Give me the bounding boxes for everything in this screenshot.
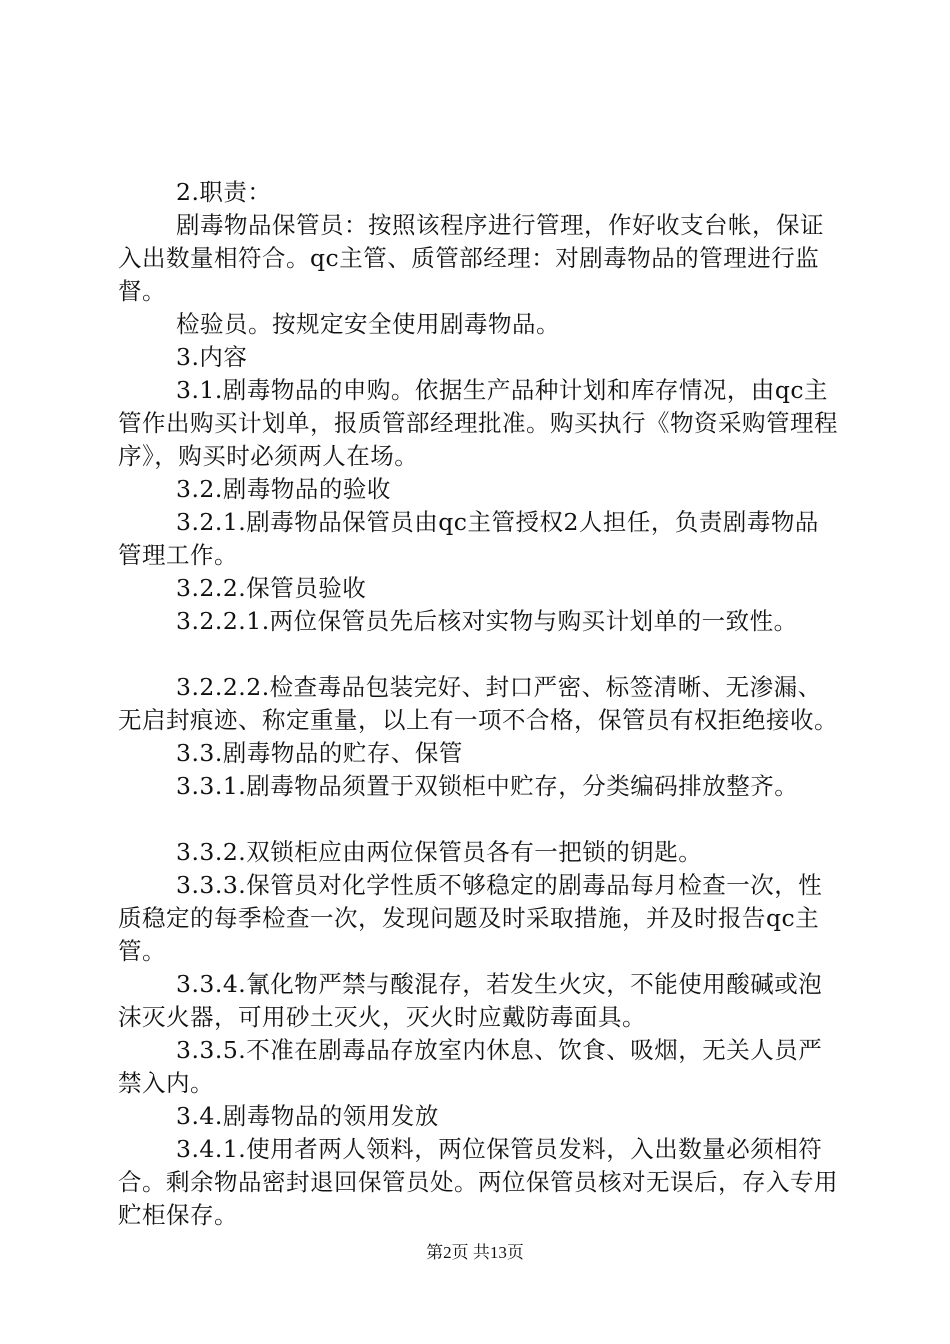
- paragraph-3-2-2-1: 3.2.2.1.两位保管员先后核对实物与购买计划单的一致性。: [176, 607, 798, 635]
- page-number-footer: 第2页 共13页: [426, 1243, 524, 1262]
- subheading-3-4-issue: 3.4.剧毒物品的领用发放: [176, 1102, 439, 1130]
- section-heading-duties: 2.职责：: [176, 178, 272, 206]
- paragraph-3-3-5: 3.3.5.不准在剧毒品存放室内休息、饮食、吸烟，无关人员严禁入内。: [118, 1036, 823, 1097]
- subheading-3-3-storage: 3.3.剧毒物品的贮存、保管: [176, 739, 463, 767]
- document-body: [118, 176, 838, 1232]
- paragraph-3-2-2-2: 3.2.2.2.检查毒品包装完好、封口严密、标签清晰、无渗漏、无启封痕迹、称定重量，以上有一项不合格，保管员有权拒绝接收。: [118, 673, 838, 734]
- paragraph-3-3-1: 3.3.1.剧毒物品须置于双锁柜中贮存，分类编码排放整齐。: [176, 772, 799, 800]
- paragraph-3-3-2: 3.3.2.双锁柜应由两位保管员各有一把锁的钥匙。: [176, 838, 703, 866]
- paragraph-3-2-1: 3.2.1.剧毒物品保管员由qc主管授权2人担任，负责剧毒物品管理工作。: [118, 508, 819, 569]
- paragraph-3-3-3: 3.3.3.保管员对化学性质不够稳定的剧毒品每月检查一次，性质稳定的每季检查一次，发现问题及时采取措施，并及时报告qc主管。: [118, 871, 823, 965]
- paragraph-3-1-purchase: 3.1.剧毒物品的申购。依据生产品种计划和库存情况，由qc主管作出购买计划单，报质管部经理批准。购买执行《物资采购管理程序》，购买时必须两人在场。: [118, 376, 838, 470]
- subheading-3-2-acceptance: 3.2.剧毒物品的验收: [176, 475, 391, 503]
- section-heading-content: 3.内容: [176, 343, 248, 371]
- paragraph-3-3-4: 3.3.4.氰化物严禁与酸混存，若发生火灾，不能使用酸碱或泡沫灭火器，可用砂土灭火，灭火时应戴防毒面具。: [118, 970, 823, 1031]
- paragraph-3-4-1: 3.4.1.使用者两人领料，两位保管员发料，入出数量必须相符合。剩余物品密封退回保管员处。两位保管员核对无误后，存入专用贮柜保存。: [118, 1135, 838, 1229]
- paragraph-inspector-duties: 检验员。按规定安全使用剧毒物品。: [176, 310, 560, 338]
- subheading-3-2-2: 3.2.2.保管员验收: [176, 574, 367, 602]
- paragraph-keeper-duties: 剧毒物品保管员：按照该程序进行管理，作好收支台帐，保证入出数量相符合。qc主管、质管部经理：对剧毒物品的管理进行监督。: [118, 211, 824, 305]
